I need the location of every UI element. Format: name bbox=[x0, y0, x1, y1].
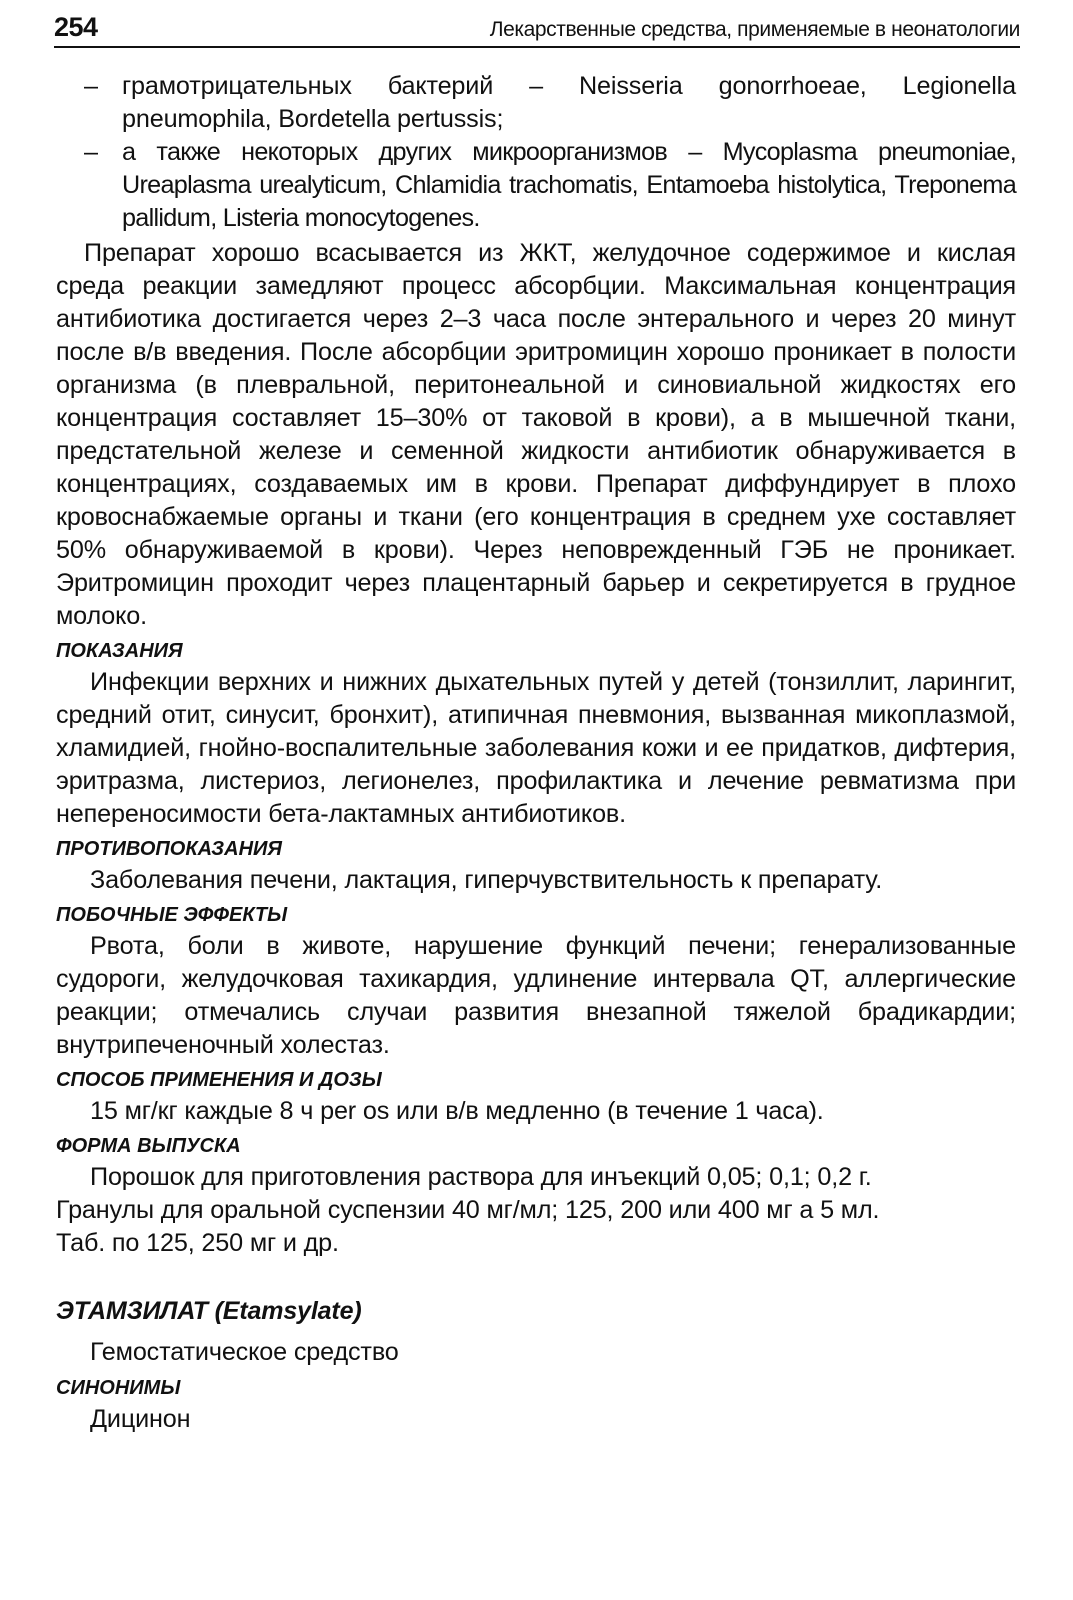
list-item: – грамотрицательных бактерий – Neisseria gonorrhoeae, Legionella pneumophila, Bordetella pertussis; bbox=[84, 72, 1016, 133]
list-item: – а также некоторых других микроорганизмов – Mycoplasma pneumoniae, Ureaplasma urealyticum, Chlamidia trachomatis, Entamoeba histolytica, Treponema pallidum, Listeria monocytogenes. bbox=[84, 138, 1016, 232]
drug-class: Гемостатическое средство bbox=[90, 1338, 399, 1366]
indications-body: Инфекции верхних и нижних дыхательных путей у детей (тонзиллит, ларингит, средний отит, синусит, бронхит), атипичная пневмония, вызванная микоплазмой, хламидией, гнойно-воспалительные заболевания кожи и ее придатков, дифтерия, эритразма, листериоз, легионелез, профилактика и лечение ревматизма при непереносимости бета-лактамных антибиотиков. bbox=[56, 668, 1016, 828]
indications-heading: ПОКАЗАНИЯ bbox=[56, 640, 183, 662]
page-header bbox=[54, 12, 1020, 48]
release-form-line: Порошок для приготовления раствора для инъекций 0,05; 0,1; 0,2 г. bbox=[90, 1163, 872, 1191]
synonyms-body: Дицинон bbox=[90, 1405, 191, 1433]
side-effects-body: Рвота, боли в животе, нарушение функций печени; генерализованные судороги, желудочковая тахикардия, удлинение интервала QT, аллергические реакции; отмечались случаи развития внезапной тяжелой брадикардии; внутрипеченочный холестаз. bbox=[56, 932, 1016, 1059]
running-title: Лекарственные средства, применяемые в неонатологии bbox=[489, 18, 1020, 41]
drug-entry-title: ЭТАМЗИЛАТ (Etamsylate) bbox=[56, 1297, 362, 1325]
contraindications-heading: ПРОТИВОПОКАЗАНИЯ bbox=[56, 838, 283, 860]
side-effects-heading: ПОБОЧНЫЕ ЭФФЕКТЫ bbox=[56, 904, 288, 926]
release-form-line: Таб. по 125, 250 мг и др. bbox=[56, 1229, 339, 1257]
organism-list bbox=[56, 70, 1016, 235]
synonyms-heading: СИНОНИМЫ bbox=[56, 1377, 181, 1399]
contraindications-body: Заболевания печени, лактация, гиперчувствительность к препарату. bbox=[90, 866, 883, 894]
dosage-body: 15 мг/кг каждые 8 ч per os или в/в медленно (в течение 1 часа). bbox=[90, 1097, 824, 1125]
pharmacokinetics-paragraph: Препарат хорошо всасывается из ЖКТ, желудочное содержимое и кислая среда реакции замедляют процесс абсорбции. Максимальная концентрация антибиотика достигается через 2–3 часа после энтерального и через 20 минут после в/в введения. После абсорбции эритромицин хорошо проникает в полости организма (в плевральной, перитонеальной и синовиальной жидкостях его концентрация составляет 15–30% от таковой в крови), а в мышечной ткани, предстательной железе и семенной жидкости антибиотик обнаруживается в концентрациях, создаваемых им в крови. Препарат диффундирует в плохо кровоснабжаемые органы и ткани (его концентрация в среднем ухе составляет 50% обнаруживаемой в крови). Через неповрежденный ГЭБ не проникает. Эритромицин проходит через плацентарный барьер и секретируется в грудное молоко. bbox=[56, 239, 1016, 630]
page-number: 254 bbox=[54, 12, 98, 42]
page-content bbox=[56, 70, 1016, 1436]
dosage-heading: СПОСОБ ПРИМЕНЕНИЯ И ДОЗЫ bbox=[56, 1069, 382, 1091]
release-form-heading: ФОРМА ВЫПУСКА bbox=[56, 1135, 241, 1157]
release-form-line: Гранулы для оральной суспензии 40 мг/мл; 125, 200 или 400 мг а 5 мл. bbox=[56, 1196, 880, 1224]
